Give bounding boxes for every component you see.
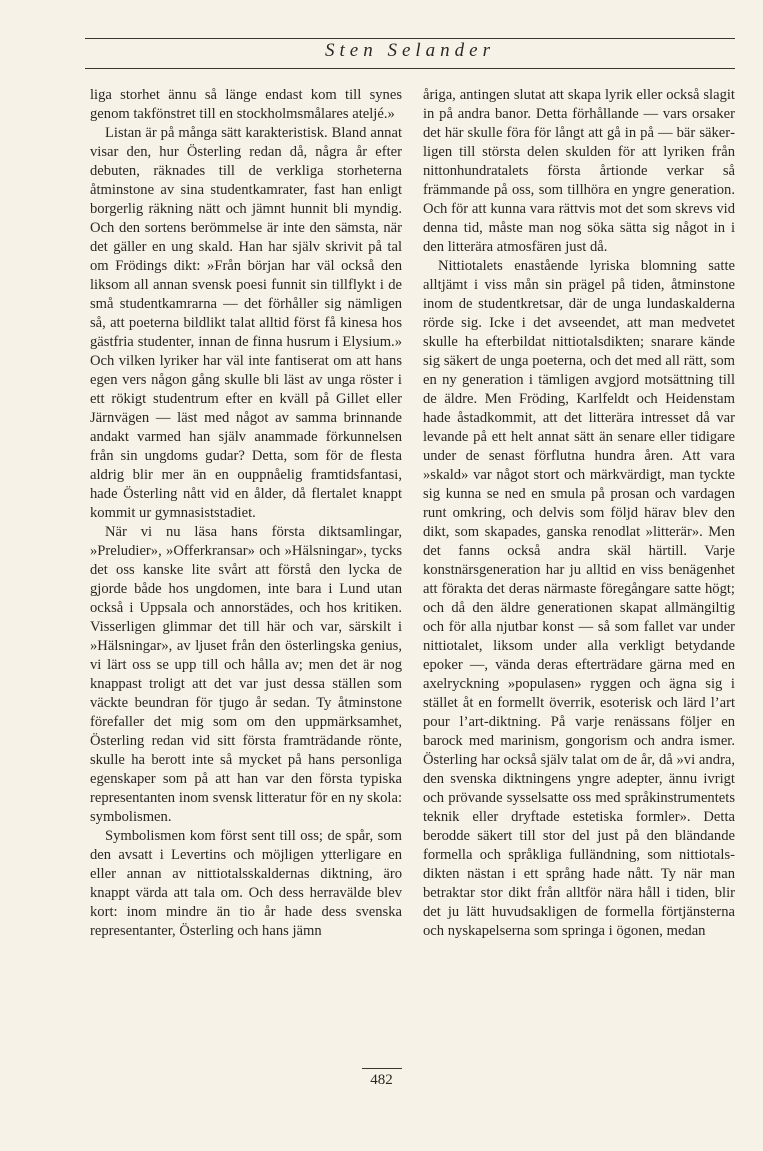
header-rule-bottom [85,68,735,69]
page-number-container [0,1068,763,1089]
paragraph: När vi nu läsa hans första diktsamlingar, »Preludier», »Offerkransar» och »Hälsningar», tycks det oss kanske lite svårt att förstå den lycka de gjorde både hos ungdomen, inte bara i Lund utan också i Uppsala och annorstädes, och hos kritiken. Visserligen glimmar det till här och var, särskilt i »Hälsningar», av ljuset från den österlingska genius, vi lärt oss se upp till och hålla av; men det är nog knappast troligt att det var just dessa ställen som väckte beundran för tjugo år sedan. Ty åtminstone förefaller det mig som om den uppmärksamhet, Österling redan vid sitt första framträdande rönte, skulle ha berott inte så mycket på hans personliga egenskaper som på att han var den första typiska representanten inom svensk litteratur för en ny skola: symbolismen. [90,524,402,825]
paragraph: Listan är på många sätt karakteristisk. Bland annat visar den, hur Österling redan då, några år efter debuten, räknades till de verkliga storheterna åtminstone av sina studentkamrater, fast han enligt borgerlig räkning nätt och jämnt hunnit bli myndig. Och den sortens berömmelse är inte den sämsta, när det gäller en ung skald. Han har själv skrivit på tal om Frödings dikt: »Från början har väl också den liksom all annan svensk poesi funnit sin tillflykt i de små studentkamrarna — det förhåller sig nämligen så, att poeterna bildlikt talat alltid först få kinesa hos gästfria studenter, innan de finna husrum i Elysium.» Och vilken lyriker har väl inte fantiserat om att hans egen vers någon gång skulle bli läst av unga röster i ett rökigt studentrum efter en kväll på Gillet eller Järnvägen — läst med något av samma brinnande andakt varmed han själv anammade förkunnelsen från sin ungdoms gudar? Detta, som för de flesta aldrig blir mer än en ouppnåelig framtidsfantasi, hade Österling nått vid en ålder, då flertalet knappt kommit ur gymnasiststadiet. [90,125,402,521]
running-head: Sten Selander [324,40,495,61]
header-rule-top [85,38,735,39]
paragraph: Symbolismen kom först sent till oss; de spår, som den avsatt i Levertins och möjligen ytterligare en eller annan av nittiotalsskaldernas diktning, äro knappt värda att tala om. Och dess herravälde blev kort: inom mindre än tio år hade dess svenska representanter, Österling och hans jämn [90,828,402,939]
paragraph: liga storhet ännu så länge endast kom till synes genom takfönstret till en stockholmsmålares ateljé.» [90,87,402,122]
paragraph: åriga, antingen slutat att skapa lyrik eller också slagit in på andra banor. Detta förhållande — vars orsaker det här skulle föra för långt att gå in på — bär säkerligen till största delen skulden för att lyriken från nittonhundratalets första årtionde verkar så främmande på oss, som tillhöra en yngre generation. Och för att kunna vara rättvis mot det som skrevs vid denna tid, måste man nog söka sätta sig något in i den litterära atmosfären just då. [423,87,735,255]
right-column [423,86,735,941]
page-number: 482 [362,1068,402,1089]
paragraph: Nittiotalets enastående lyriska blomning satte alltjämt i viss mån sin prägel på tiden, åtminstone inom de studentkretsar, där de unga lundaskalderna rörde sig. Icke i det avseendet, att man medvetet skulle ha efterbildat nittiotalsdikten; snarare kände sig säkert de unga poeterna, och det med all rätt, som en ny generation i tämligen avgjord motsättning till de äldre. Men Fröding, Karlfeldt och Heidenstam hade åstadkommit, att det litterära intresset då var levande på ett helt annat sätt än senare eller tidigare under de senast förflutna hundra åren. Att vara »skald» var något stort och märkvärdigt, man tyckte sig kunna se ned en smula på prosan och vardagen runt omkring, och delvis som följd härav blev den dikt, som skapades, ganska renodlat »litterär». Men det fanns också andra skäl härtill. Varje konstnärsgeneration har ju alltid en viss benägenhet att förakta det deras närmaste föregångare satte högt; och då den äldre generationen skapat allmängiltig och för alla njutbar konst — så som fallet var under nittiotalet, liksom under alla verkligt betydande epoker —, vända deras efterträdare gärna med en axelryckning »populasen» ryggen och ägna sig i stället åt en formellt överrik, esoterisk och lärd l’art pour l’art-diktning. På varje renässans följer en barock med marinism, gongorism och andra ismer. Österling har också själv talat om de år, då »vi andra, den svenska diktningens yngre adepter, ännu ivrigt och prövande sysselsatte oss med språkinstrumentets teknik eller dryftade estetiska formler». Detta berodde säkert till stor del just på den bländande formella och språkliga fulländning, som nittiotalsdikten nästan i ett språng hade nått. Ty när man betraktar stor dikt från alltför nära håll i tiden, blir det ju lätt huvudsakligen de formella förtjänsterna och nyskapelserna som springa i ögonen, medan [423,258,735,939]
left-column [90,86,402,941]
